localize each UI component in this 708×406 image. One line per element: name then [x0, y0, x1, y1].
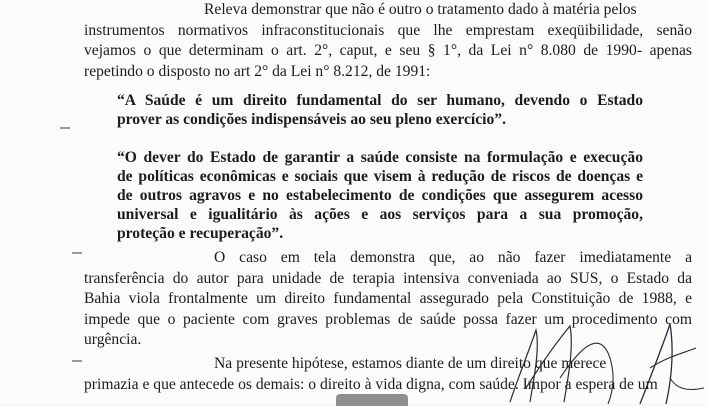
- margin-mark: [60, 127, 70, 129]
- quote-line: “O dever do Estado de garantir a saúde consiste na formulação e execução: [117, 149, 643, 166]
- margin-mark: [72, 360, 82, 362]
- quote-line: “A Saúde é um direito fundamental do ser humano, devendo o Estado: [117, 92, 643, 109]
- text-line: Bahia viola frontalmente um direito fundamental assegurado pela Constituição de 1988, e: [84, 290, 692, 307]
- text-line: urgência.: [84, 331, 142, 348]
- text-line: O caso em tela demonstra que, ao não fazer imediatamente a: [214, 249, 692, 266]
- margin-mark: [72, 252, 82, 254]
- handwritten-signature: [490, 318, 708, 404]
- text-line: primazia e que antecede os demais: o direito à vida digna, com saúde. Impor a espera de um: [84, 375, 658, 393]
- text-line: Na presente hipótese, estamos diante de um direito que merece: [214, 355, 607, 372]
- text-line: impede que o paciente com graves problemas de saúde possa fazer um procedimento com: [84, 310, 692, 328]
- quote-block-2: [117, 148, 643, 243]
- scroll-handle[interactable]: [336, 394, 408, 406]
- quote-line: prover as condições indispensáveis ao seu pleno exercício”.: [117, 111, 506, 128]
- text-line: transferência do autor para unidade de terapia intensiva conveniada ao SUS, o Estado da: [84, 269, 692, 287]
- text-line: repetindo o disposto no art 2° da Lei n° 8.212, de 1991:: [84, 62, 431, 80]
- quote-line: de outros agravos e no estabelecimento de condições que assegurem acesso: [117, 187, 643, 204]
- quote-line: proteção e recuperação”.: [117, 225, 284, 242]
- text-line: Releva demonstrar que não é outro o tratamento dado à matéria pelos: [204, 1, 637, 18]
- text-line: vejamos o que determinam o art. 2°, caput, e seu § 1°, da Lei n° 8.080 de 1990- apenas: [84, 42, 692, 59]
- quote-block-1: [117, 91, 643, 129]
- paragraph-intro: [84, 0, 692, 82]
- text-line: instrumentos normativos infraconstitucionais que lhe emprestam exeqüibilidade, senão: [84, 21, 692, 39]
- quote-line: de políticas econômicas e sociais que visem à redução de riscos de doenças e: [117, 168, 643, 185]
- quote-line: universal e igualitário às ações e aos serviços para a sua promoção,: [117, 206, 643, 223]
